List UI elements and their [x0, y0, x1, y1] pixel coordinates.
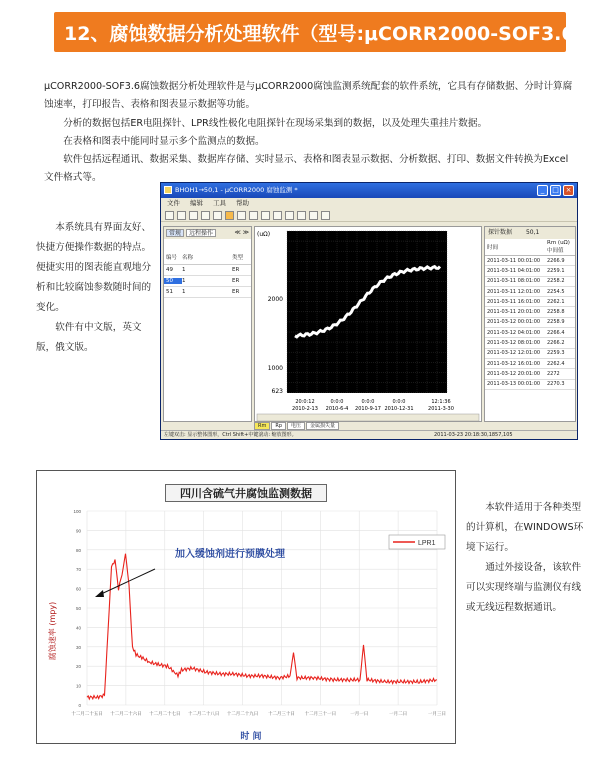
feature-paragraph: 软件有中文版，英文版，俄文版。	[36, 322, 142, 353]
toolbar	[161, 209, 577, 222]
x-tick-label: 一月二日	[389, 712, 408, 717]
data-value: 2262.4	[547, 360, 565, 367]
tab-rm[interactable]: Rm	[254, 422, 270, 430]
y-tick-label: 20	[75, 664, 81, 670]
probe-row[interactable]	[164, 276, 251, 287]
probe-id: 51	[166, 289, 173, 295]
cut-icon[interactable]	[261, 211, 270, 220]
copy-icon[interactable]	[273, 211, 282, 220]
resistance-chart-pane[interactable]	[254, 226, 482, 422]
tab-voltage[interactable]: 电压	[287, 422, 305, 430]
maximize-icon[interactable]: □	[550, 185, 561, 196]
data-time: 2011-03-12 16:01:00	[487, 360, 541, 367]
status-hint: 左键双击: 显示整体图形，Ctrl Shift+中键滚动: 缩放图形。	[164, 432, 297, 438]
data-value: 2254.5	[547, 288, 565, 295]
data-time: 2011-03-11 20:01:00	[487, 309, 541, 316]
data-row[interactable]	[485, 277, 575, 287]
arrow-head-icon	[95, 590, 104, 597]
x-tick-date: 2010-6-4	[325, 406, 349, 412]
menu-edit[interactable]: 编辑	[190, 199, 203, 207]
x-tick-label: 十二月二十七日	[149, 712, 181, 717]
paste-icon[interactable]	[285, 211, 294, 220]
menu-help[interactable]: 帮助	[236, 199, 249, 207]
zoom-icon[interactable]	[237, 211, 246, 220]
compat-paragraph: 本软件适用于各种类型的计算机，在WINDOWS环境下运行。	[466, 502, 584, 553]
data-value: 2262.1	[547, 298, 565, 305]
probe-id: 49	[166, 267, 173, 273]
table-icon[interactable]	[297, 211, 306, 220]
window-titlebar	[161, 183, 577, 198]
y-axis	[73, 509, 81, 708]
y-tick-label: 40	[75, 625, 81, 631]
probe-type: ER	[232, 278, 240, 284]
settings-icon[interactable]	[321, 211, 330, 220]
probe-row[interactable]	[164, 265, 251, 276]
legend	[389, 535, 445, 549]
probe-type: ER	[232, 289, 240, 295]
data-row[interactable]	[485, 287, 575, 297]
probe-row[interactable]	[164, 287, 251, 298]
data-row[interactable]	[485, 318, 575, 328]
x-tick-time: 0:0:0	[392, 399, 406, 405]
x-tick-time: 0:0:0	[330, 399, 344, 405]
intro-paragraph: 分析的数据包括ER电阻探针、LPR线性极化电阻探针在现场采集到的数据，以及处理失重挂片数据。	[63, 117, 488, 129]
x-axis	[71, 710, 446, 717]
data-value: 2259.3	[547, 350, 565, 357]
x-tick-time: 20:0:12	[295, 399, 315, 405]
y-tick-label: 10	[75, 683, 81, 689]
data-row[interactable]	[485, 307, 575, 317]
y-tick-label: 1000	[267, 365, 283, 372]
chart-title: 四川含硫气井腐蚀监测数据	[165, 484, 327, 502]
chart-tabs	[254, 422, 339, 430]
x-tick-label: 一月三日	[428, 712, 446, 717]
data-row[interactable]	[485, 338, 575, 348]
x-tick-label: 十二月二十五日	[71, 712, 103, 717]
data-table-header	[485, 239, 575, 256]
corrosion-chart-frame	[36, 470, 456, 744]
data-row[interactable]	[485, 266, 575, 276]
probe-list-panel	[163, 226, 252, 422]
section-banner	[54, 12, 594, 52]
tab-general[interactable]: 常规	[166, 229, 184, 237]
y-tick-label: 70	[75, 567, 81, 573]
data-row[interactable]	[485, 369, 575, 379]
y-tick-label: 80	[75, 547, 81, 553]
intro-text	[44, 78, 574, 188]
y-tick-label: 100	[73, 509, 81, 514]
y-tick-label: 60	[75, 586, 81, 592]
data-value: 2266.9	[547, 257, 565, 264]
data-time: 2011-03-11 12:01:00	[487, 288, 541, 295]
x-tick-label: 一月一日	[350, 712, 369, 717]
corrosion-rate-chart	[37, 471, 457, 745]
tab-metal-loss[interactable]: 金属损失量	[306, 422, 339, 430]
y-tick-label: 90	[75, 528, 81, 534]
compat-paragraph: 通过外接设备，该软件可以实现终端与监测仪有线或无线远程数据通讯。	[466, 562, 582, 613]
data-time: 2011-03-12 20:01:00	[487, 370, 541, 377]
intro-paragraph: 软件包括远程通讯、数据采集、数据库存储、实时显示、表格和图表显示数据、分析数据、打印、数据文件转换为Excel文件格式等。	[44, 154, 569, 184]
probe-name: 1	[182, 267, 186, 273]
x-tick-label: 十二月二十九日	[226, 712, 259, 717]
data-value: 2266.4	[547, 329, 565, 336]
chart-unit: (uΩ)	[257, 231, 271, 238]
section-title: 12、腐蚀数据分析处理软件（型号:μCORR2000-SOF3.6）	[64, 23, 594, 45]
probe-data-title	[485, 227, 575, 239]
data-time: 2011-03-12 00:01:00	[487, 319, 541, 326]
status-bar	[161, 430, 577, 439]
app-icon	[164, 186, 172, 194]
pan-icon[interactable]	[249, 211, 258, 220]
probe-data-panel	[484, 226, 576, 422]
data-time: 2011-03-11 08:01:00	[487, 278, 541, 285]
y-axis-label: 腐蚀速率 (mpy)	[48, 601, 57, 661]
open-icon[interactable]	[165, 211, 174, 220]
tab-remote[interactable]: 远程操作	[186, 229, 216, 237]
col-rm: Rm (uΩ)中间值	[547, 240, 570, 254]
resistance-chart[interactable]	[255, 227, 483, 423]
menu-tools[interactable]: 工具	[213, 199, 226, 207]
data-time: 2011-03-12 08:01:00	[487, 340, 541, 347]
x-tick-date: 2010-12-31	[384, 406, 414, 412]
x-tick-label: 十二月二十六日	[110, 712, 142, 717]
data-time: 2011-03-11 04:01:00	[487, 267, 541, 274]
data-value: 2258.8	[547, 309, 565, 316]
minimize-icon[interactable]: _	[537, 185, 548, 196]
window-title: BHOH1→50,1 - μCORR2000 腐蚀监测 *	[175, 186, 298, 194]
probe-type: ER	[232, 267, 240, 273]
export-icon[interactable]	[201, 211, 210, 220]
series-line-lpr1	[87, 554, 437, 699]
x-tick-date: 2010-2-13	[292, 406, 318, 412]
annotation-arrow	[99, 569, 155, 595]
tab-rp[interactable]: Rp	[271, 422, 286, 430]
status-timestamp: 2011-03-23 20:18:30,1857,105	[434, 432, 513, 438]
x-tick-date: 2011-3-30	[428, 406, 454, 412]
col-time: 时间	[487, 245, 499, 251]
probe-name: 1	[182, 289, 186, 295]
data-row[interactable]	[485, 349, 575, 359]
intro-paragraph: 在表格和图表中能同时显示多个监测点的数据。	[63, 135, 265, 147]
x-tick-label: 十二月三十一日	[304, 712, 337, 717]
print-icon[interactable]	[189, 211, 198, 220]
legend-label: LPR1	[418, 540, 436, 547]
intro-paragraph: μCORR2000-SOF3.6腐蚀数据分析处理软件是与μCORR2000腐蚀监测系统配套的软件系统，它具有存储数据、分时计算腐蚀速率，打印报告、表格和图表显示数据等功能。	[44, 81, 573, 111]
data-row[interactable]	[485, 359, 575, 369]
close-icon[interactable]: ×	[563, 185, 574, 196]
x-tick-label: 十二月二十八日	[187, 712, 220, 717]
menu-bar	[161, 198, 577, 209]
feature-text	[36, 218, 152, 358]
x-tick-time: 12:1:36	[431, 399, 451, 405]
data-value: 2266.2	[547, 340, 565, 347]
pointer-icon[interactable]	[225, 211, 234, 220]
data-value: 2272	[547, 370, 560, 377]
y-tick-label: 2000	[267, 296, 283, 303]
probe-data-label: 探针数据	[488, 229, 513, 236]
compat-text	[466, 498, 586, 618]
refresh-icon[interactable]	[213, 211, 222, 220]
save-icon[interactable]	[177, 211, 186, 220]
x-tick-label: 十二月三十日	[267, 712, 295, 717]
probe-tabs	[164, 227, 251, 239]
probe-list-header	[164, 249, 251, 265]
y-tick-label: 0	[78, 703, 81, 708]
data-row[interactable]	[485, 297, 575, 307]
data-row[interactable]	[485, 328, 575, 338]
col-name: 名称	[182, 254, 194, 261]
menu-file[interactable]: 文件	[167, 199, 180, 207]
data-time: 2011-03-11 16:01:00	[487, 298, 541, 305]
data-time: 2011-03-12 04:01:00	[487, 329, 541, 336]
software-window	[160, 182, 578, 440]
chart-annotation: 加入缓蚀剂进行预膜处理	[175, 549, 285, 560]
col-type: 类型	[232, 254, 244, 261]
y-tick-label: 30	[75, 644, 81, 650]
chart-icon[interactable]	[309, 211, 318, 220]
x-tick-date: 2010-9-17	[355, 406, 381, 412]
col-id: 编号	[166, 254, 178, 261]
data-value: 2258.2	[547, 278, 565, 285]
probe-id: 50	[164, 278, 182, 284]
data-value: 2270.3	[547, 381, 565, 388]
feature-paragraph: 本系统具有界面友好、快捷方便操作数据的特点。便捷实用的图表能直观地分析和比较腐蚀参数随时间的变化。	[36, 222, 152, 313]
data-row[interactable]	[485, 256, 575, 266]
probe-name: 1	[182, 278, 186, 284]
data-time: 2011-03-12 12:01:00	[487, 350, 541, 357]
data-row[interactable]	[485, 380, 575, 390]
data-value: 2258.9	[547, 319, 565, 326]
data-value: 2259.1	[547, 267, 565, 274]
data-table-body	[485, 256, 575, 390]
y-tick-label: 50	[75, 606, 81, 611]
nav-arrows[interactable]: ≪ ≫	[234, 229, 249, 236]
x-tick-time: 0:0:0	[361, 399, 375, 405]
horizontal-scrollbar[interactable]	[257, 414, 479, 421]
probe-data-id: 50,1	[525, 229, 540, 236]
y-tick-label: 623	[271, 388, 283, 395]
data-time: 2011-03-11 00:01:00	[487, 257, 541, 264]
data-time: 2011-03-13 00:01:00	[487, 381, 541, 388]
x-axis-label: 时 间	[240, 732, 262, 742]
